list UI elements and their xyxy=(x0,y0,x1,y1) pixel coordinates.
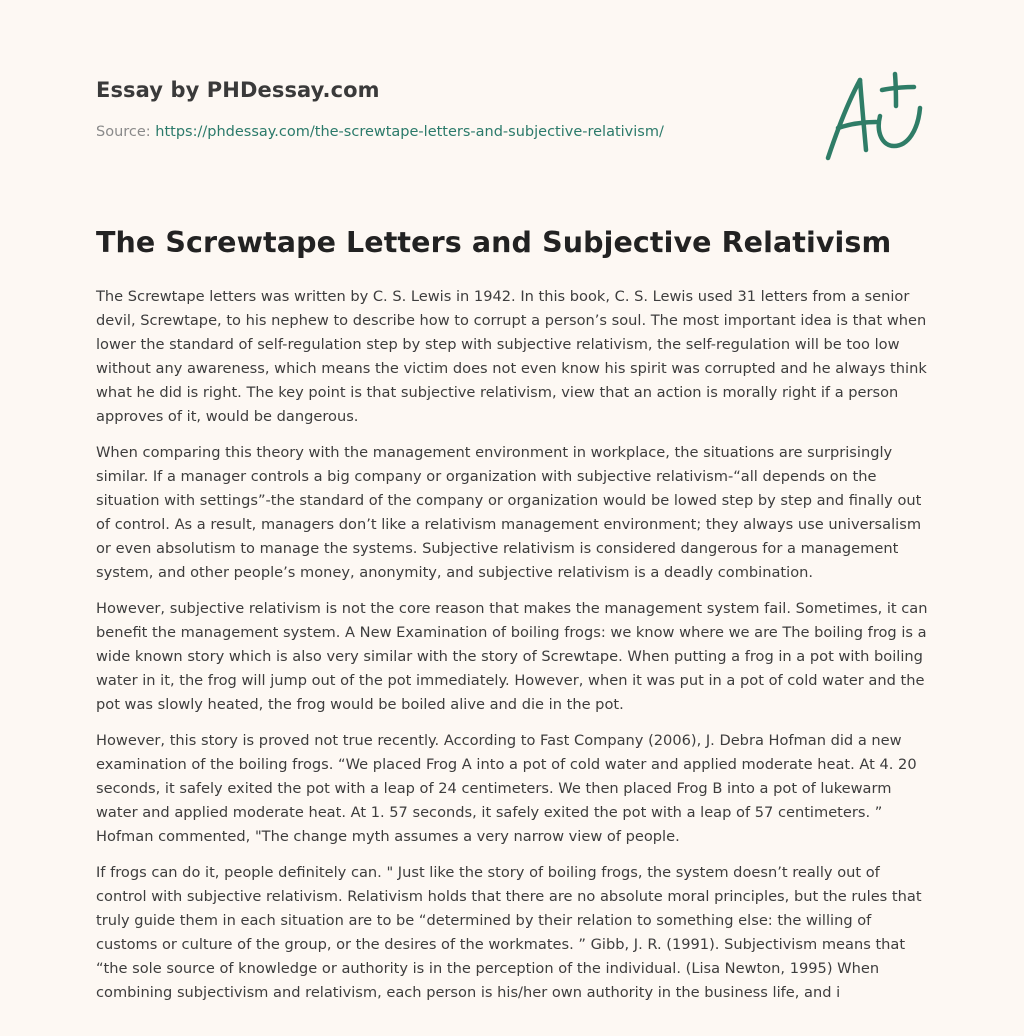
source-label: Source: xyxy=(96,124,151,140)
essay-paragraph: When comparing this theory with the management environment in workplace, the situations are surprisingly similar. If a manager controls a big company or organization with subjective relativism-“all depends on the situation with settings”-the standard of the company or organization would be lowed step by step and finally out of control. As a result, managers don’t like a relativism management environment; they always use universalism or even absolutism to manage the systems. Subjective relativism is considered dangerous for a management system, and other people’s money, anonymity, and subjective relativism is a deadly combination. xyxy=(96,444,922,581)
site-brand: Essay by PHDessay.com xyxy=(96,78,380,102)
a-plus-logo-icon xyxy=(820,66,930,166)
essay-title: The Screwtape Letters and Subjective Relativism xyxy=(96,226,892,259)
source-line xyxy=(96,124,664,140)
source-link[interactable]: https://phdessay.com/the-screwtape-letters-and-subjective-relativism/ xyxy=(155,124,664,140)
essay-body xyxy=(96,285,932,1017)
essay-paragraph: However, subjective relativism is not the core reason that makes the management system fail. Sometimes, it can benefit the management system. A New Examination of boiling frogs: we know where we are The boiling frog is a wide known story which is also very similar with the story of Screwtape. When putting a frog in a pot with boiling water in it, the frog will jump out of the pot immediately. However, when it was put in a pot of cold water and the pot was slowly heated, the frog would be boiled alive and die in the pot. xyxy=(96,600,928,713)
essay-paragraph: However, this story is proved not true recently. According to Fast Company (2006), J. Debra Hofman did a new examination of the boiling frogs. “We placed Frog A into a pot of cold water and applied moderate heat. At 4. 20 seconds, it safely exited the pot with a leap of 24 centimeters. We then placed Frog B into a pot of lukewarm water and applied moderate heat. At 1. 57 seconds, it safely exited the pot with a leap of 57 centimeters. ” Hofman commented, "The change myth assumes a very narrow view of people. xyxy=(96,732,917,845)
essay-paragraph: If frogs can do it, people definitely can. " Just like the story of boiling frogs, the system doesn’t really out of control with subjective relativism. Relativism holds that there are no absolute moral principles, but the rules that truly guide them in each situation are to be “determined by their relation to something else: the willing of customs or culture of the group, or the desires of the workmates. ” Gibb, J. R. (1991). Subjectivism means that “the sole source of knowledge or authority is in the perception of the individual. (Lisa Newton, 1995) When combining subjectivism and relativism, each person is his/her own authority in the business life, and i xyxy=(96,864,922,1001)
essay-paragraph: The Screwtape letters was written by C. S. Lewis in 1942. In this book, C. S. Lewis used 31 letters from a senior devil, Screwtape, to his nephew to describe how to corrupt a person’s soul. The most important idea is that when lower the standard of self-regulation step by step with subjective relativism, the self-regulation will be too low without any awareness, which means the victim does not even know his spirit was corrupted and he always think what he did is right. The key point is that subjective relativism, view that an action is morally right if a person approves of it, would be dangerous. xyxy=(96,288,927,425)
